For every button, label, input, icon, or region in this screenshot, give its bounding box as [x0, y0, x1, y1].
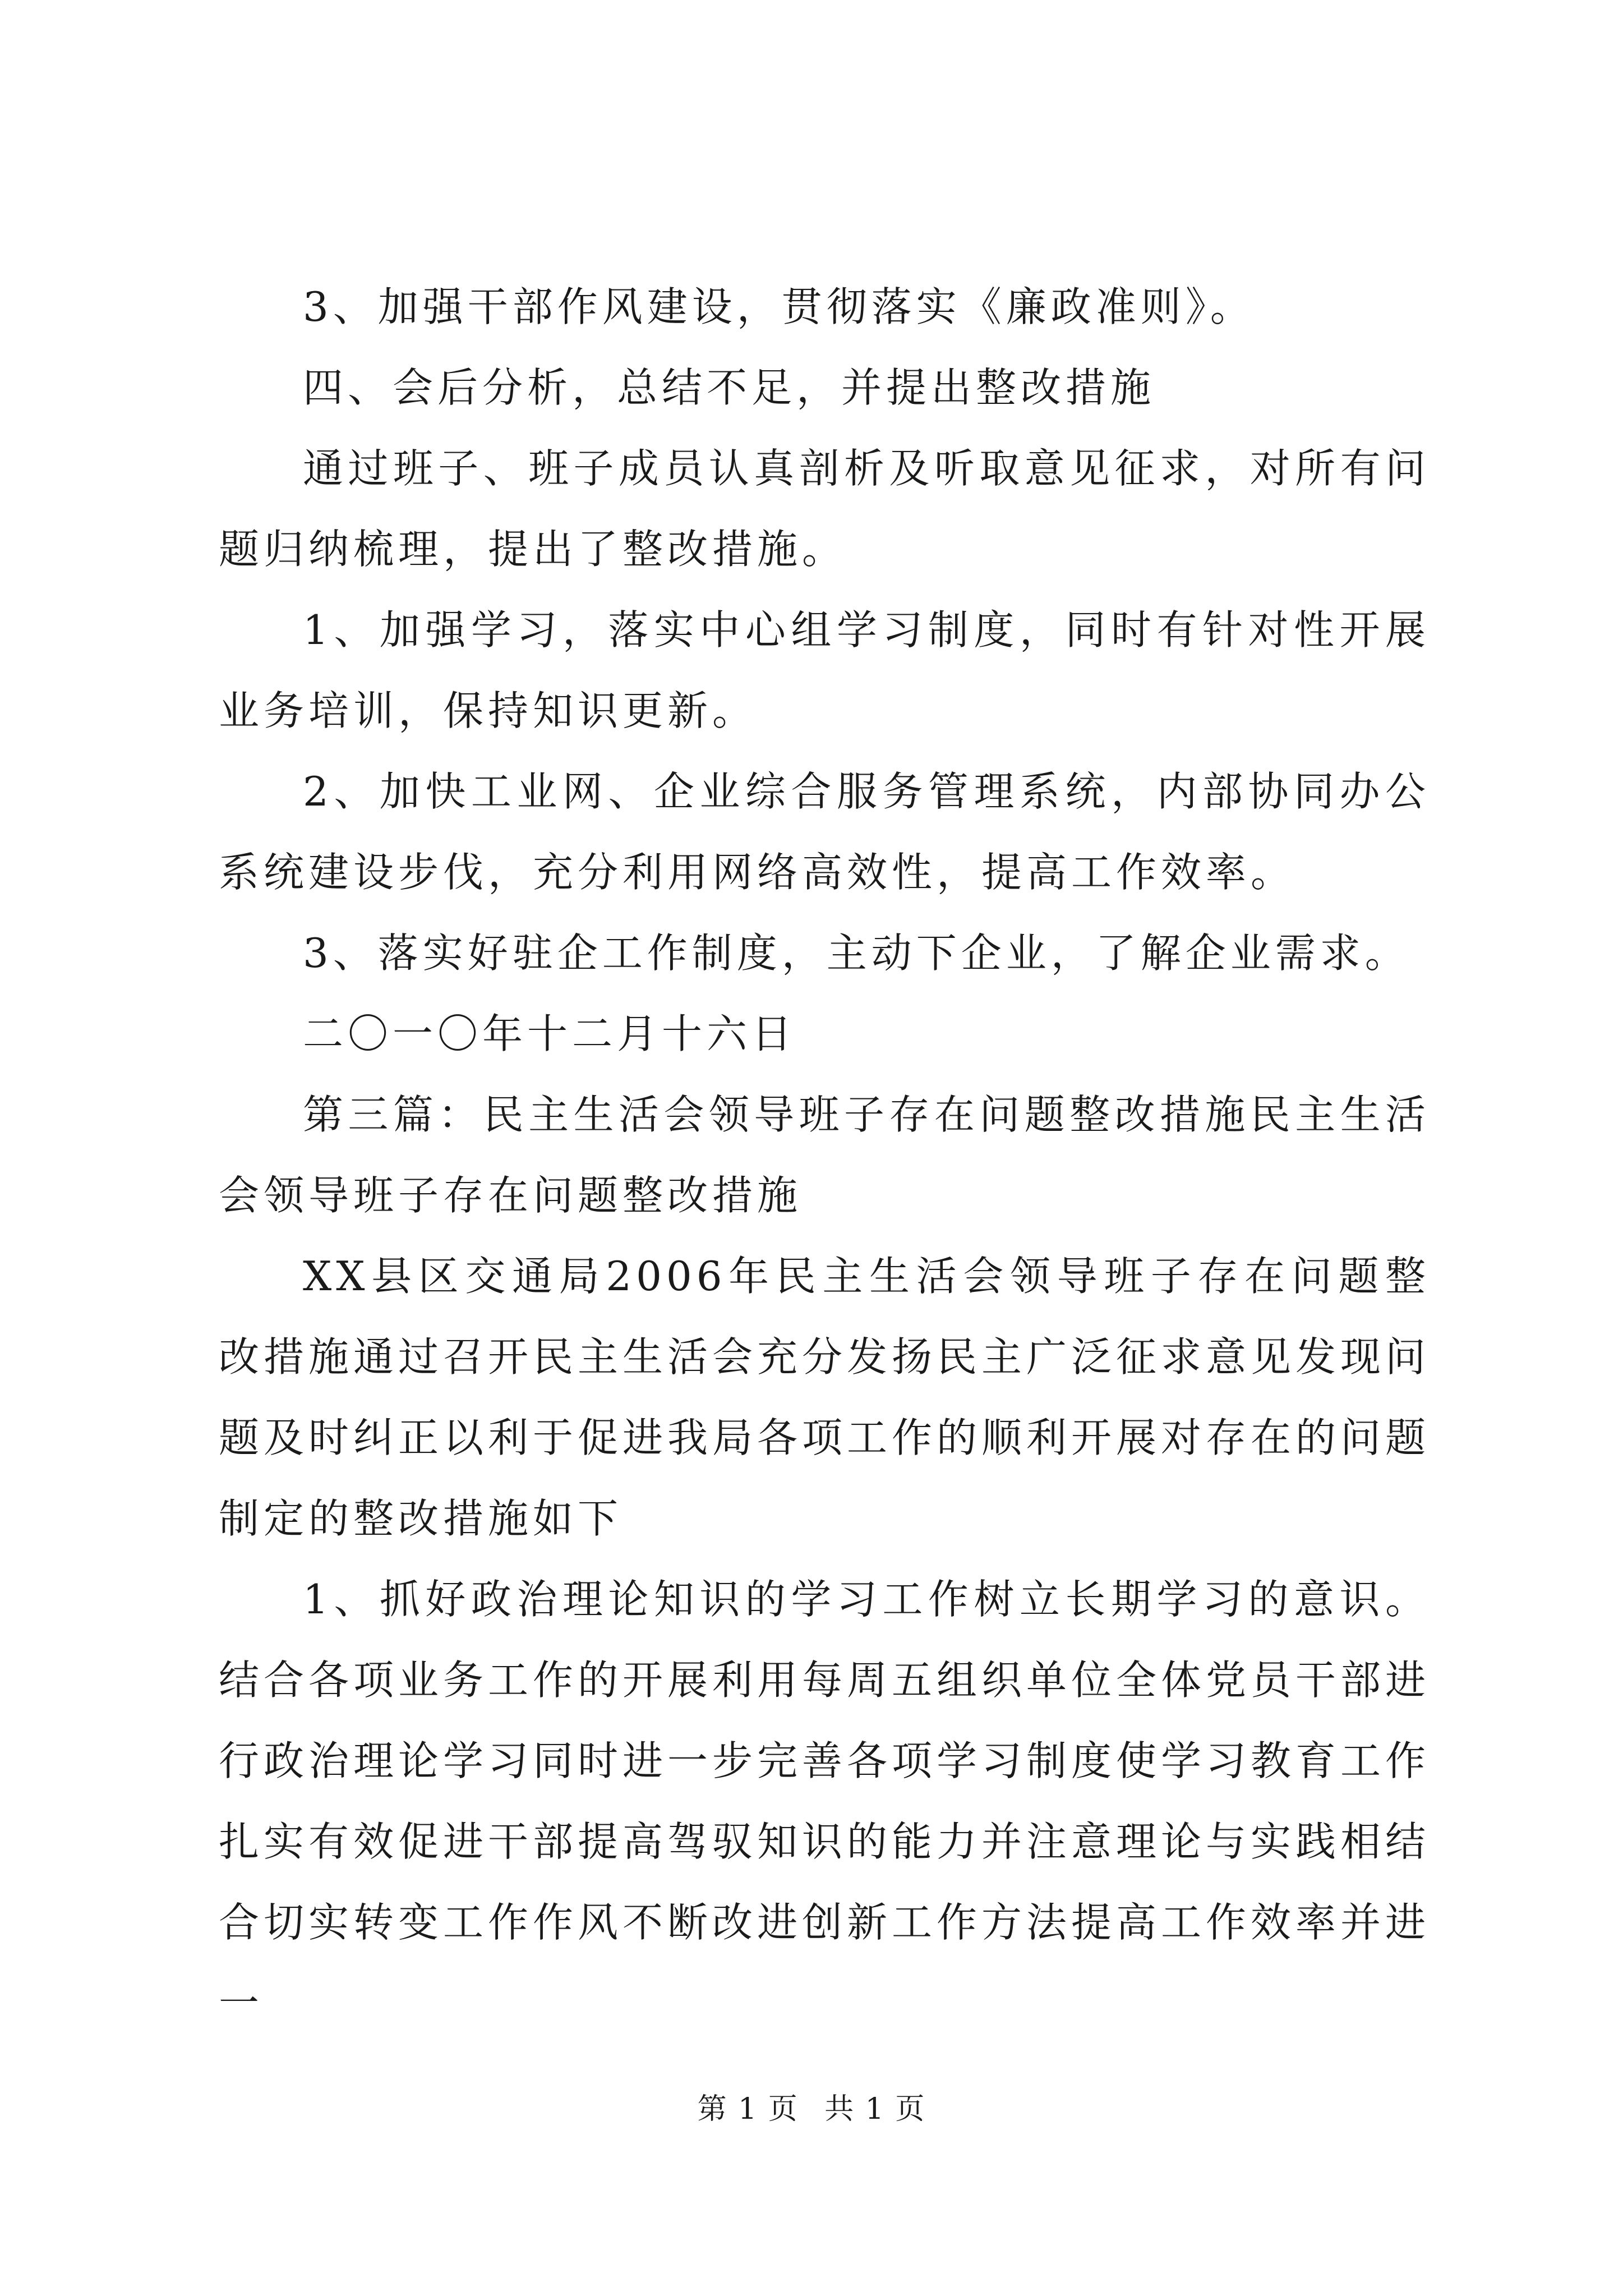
page-number: 第 1 页 — [697, 2092, 799, 2126]
list-item: 3、落实好驻企工作制度，主动下企业，了解企业需求。 — [303, 930, 1410, 977]
article-title: 第三篇：民主生活会领导班子存在问题整改措施民主生活会领导班子存在问题整改措施 — [219, 1091, 1430, 1219]
list-item: 1、抓好政治理论知识的学习工作树立长期学习的意识。结合各项业务工作的开展利用每周五组织单位全体党员干部进行政治理论学习同时进一步完善各项学习制度使学习教育工作扎实有效促进干部提高驾驭知识的能力并注意理论与实践相结合切实转变工作作风不断改进创新工作方法提高工作效率并进一 — [219, 1576, 1431, 2027]
page-total: 共 1 页 — [824, 2092, 926, 2126]
date-line: 二〇一〇年十二月十六日 — [303, 1010, 797, 1057]
list-item: 2、加快工业网、企业综合服务管理系统，内部协同办公系统建设步伐，充分利用网络高效性，提高工作效率。 — [219, 768, 1430, 896]
paragraph: XX县区交通局2006年民主生活会领导班子存在问题整改措施通过召开民主生活会充分发扬民主广泛征求意见发现问题及时纠正以利于促进我局各项工作的顺利开展对存在的问题制定的整改措施如下 — [219, 1253, 1431, 1542]
section-heading: 四、会后分析，总结不足，并提出整改措施 — [303, 364, 1156, 411]
paragraph: 通过班子、班子成员认真剖析及听取意见征求，对所有问题归纳梳理，提出了整改措施。 — [219, 445, 1430, 573]
document-body — [219, 266, 1430, 2044]
list-item: 1、加强学习，落实中心组学习制度，同时有针对性开展业务培训，保持知识更新。 — [219, 606, 1430, 734]
page-footer — [0, 2090, 1623, 2129]
paragraph: 3、加强干部作风建设，贯彻落实《廉政准则》。 — [303, 283, 1255, 330]
